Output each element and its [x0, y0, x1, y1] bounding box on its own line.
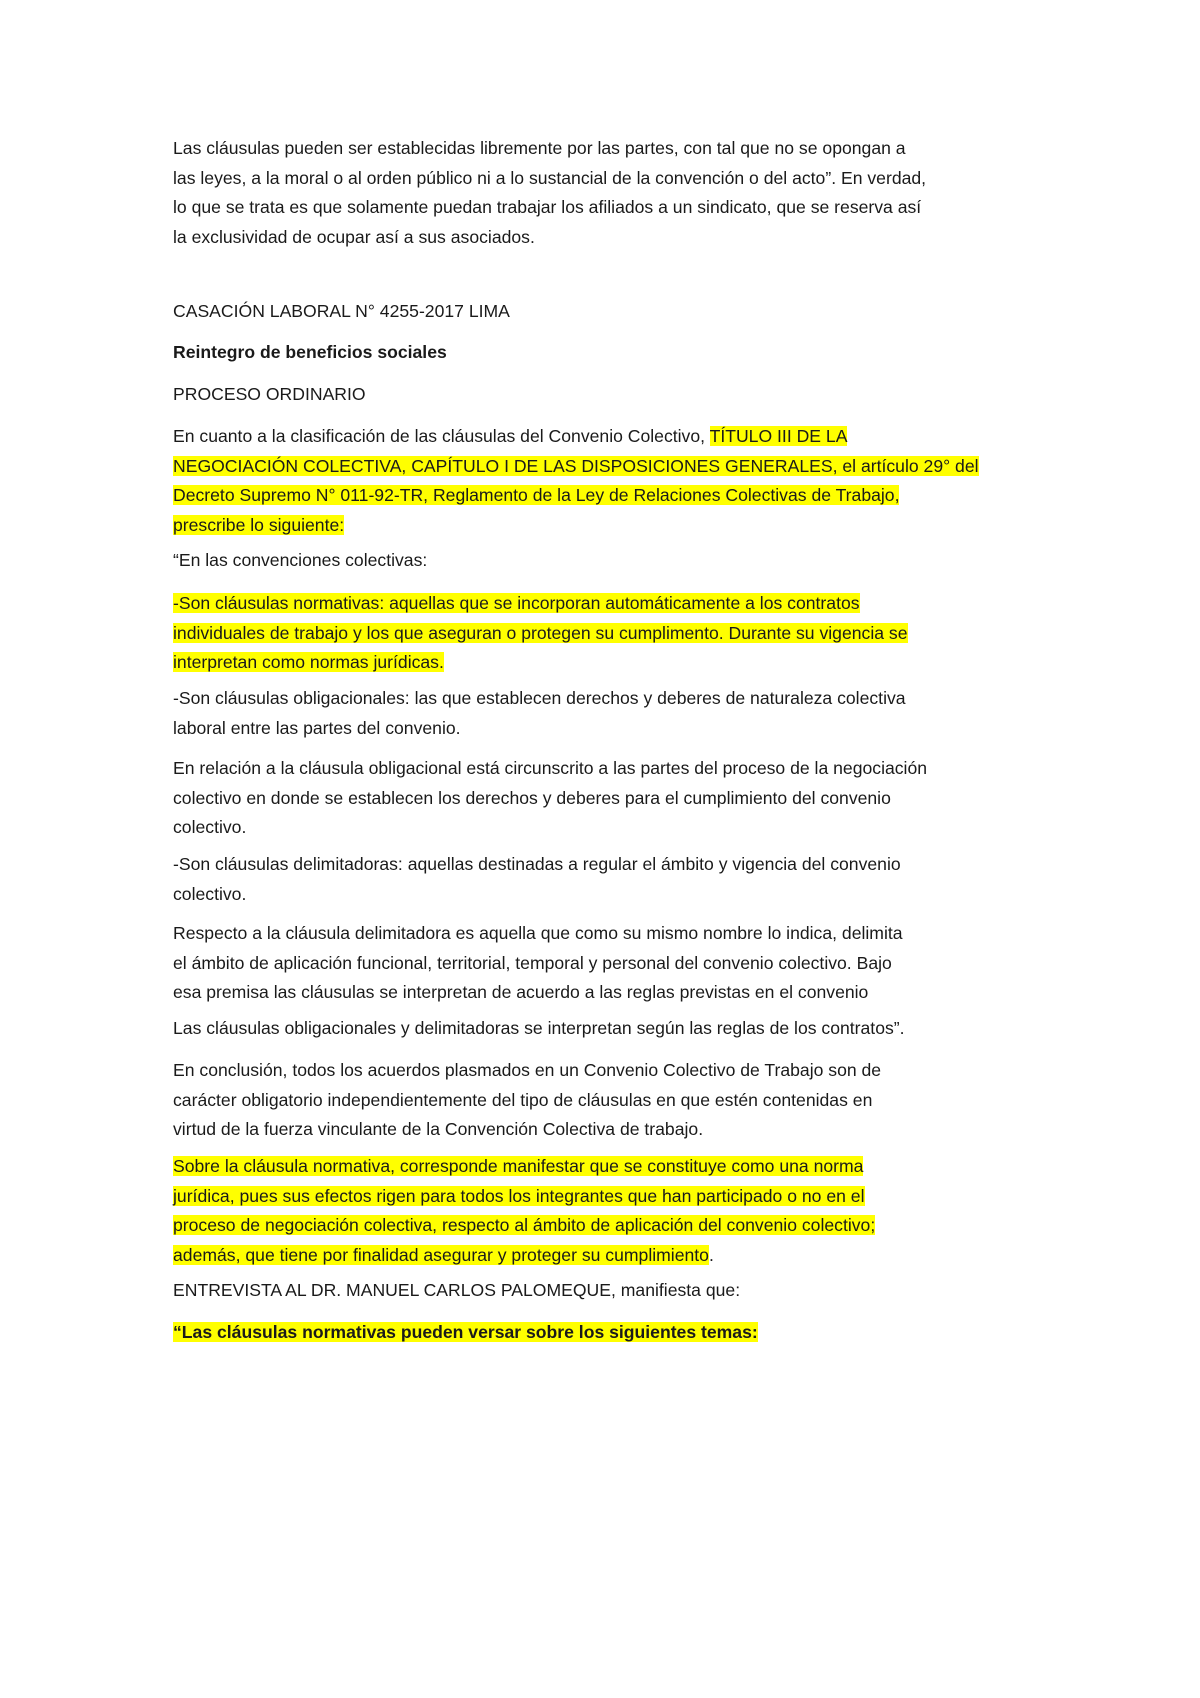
paragraph-clausulas-obligacionales	[173, 684, 1045, 743]
text-line: laboral entre las partes del convenio.	[173, 717, 461, 738]
text-line	[173, 619, 1045, 649]
paragraph-clausulas-normativas	[173, 589, 1045, 678]
paragraph-clasificacion	[173, 422, 1045, 540]
text-line: el ámbito de aplicación funcional, territorial, temporal y personal del convenio colectivo. Bajo	[173, 952, 892, 973]
text-line	[173, 1318, 1045, 1348]
paragraph-clausulas-libres	[173, 134, 1045, 252]
text-line: En conclusión, todos los acuerdos plasmados en un Convenio Colectivo de Trabajo son de	[173, 1060, 882, 1080]
text-line: -Son cláusulas delimitadoras: aquellas destinadas a regular el ámbito y vigencia del convenio	[173, 854, 901, 874]
text-line: colectivo.	[173, 817, 247, 837]
text-line	[173, 1152, 1045, 1182]
highlighted-text: -Son cláusulas normativas: aquellas que se incorporan automáticamente a los contratos	[173, 593, 860, 613]
text-line	[173, 452, 1045, 482]
text-line: ENTREVISTA AL DR. MANUEL CARLOS PALOMEQUE, manifiesta que:	[173, 1280, 741, 1300]
text-line	[173, 481, 1045, 511]
text-line	[173, 1211, 1045, 1241]
quote-intro	[173, 546, 1045, 576]
paragraph-relacion-obligacional	[173, 754, 1045, 843]
text-line	[173, 1241, 1045, 1271]
highlighted-text: individuales de trabajo y los que aseguran o protegen su cumplimento. Durante su vigencia se	[173, 622, 908, 643]
highlighted-text: proceso de negociación colectiva, respecto al ámbito de aplicación del convenio colectivo;	[173, 1215, 876, 1235]
paragraph-interpretacion	[173, 1014, 1045, 1044]
highlighted-text: interpretan como normas jurídicas.	[173, 652, 444, 672]
quote-normativas-temas	[173, 1318, 1045, 1348]
text-line: Las cláusulas pueden ser establecidas libremente por las partes, con tal que no se opongan a	[173, 138, 906, 158]
text-line	[173, 511, 1045, 541]
text-run: En cuanto a la clasificación de las cláusulas del Convenio Colectivo,	[173, 426, 710, 446]
highlighted-text: jurídica, pues sus efectos rigen para todos los integrantes que han participado o no en el	[173, 1185, 865, 1206]
highlighted-text: Decreto Supremo N° 011-92-TR, Reglamento de la Ley de Relaciones Colectivas de Trabajo,	[173, 485, 900, 505]
text-line	[173, 422, 1045, 452]
text-line: esa premisa las cláusulas se interpretan de acuerdo a las reglas previstas en el convenio	[173, 982, 869, 1002]
process-type-heading	[173, 380, 1045, 410]
interview-heading	[173, 1276, 1045, 1306]
text-line: -Son cláusulas obligacionales: las que establecen derechos y deberes de naturaleza colectiva	[173, 688, 906, 708]
text-line: “En las convenciones colectivas:	[173, 550, 428, 570]
text-line: las leyes, a la moral o al orden público ni a lo sustancial de la convención o del acto”. En verdad,	[173, 167, 927, 188]
highlighted-text: prescribe lo siguiente:	[173, 514, 345, 535]
document-page	[173, 0, 1045, 1698]
paragraph-clausula-normativa	[173, 1152, 1045, 1270]
case-reference-heading	[173, 297, 1045, 327]
text-run: .	[708, 1244, 714, 1265]
text-line: lo que se trata es que solamente puedan trabajar los afiliados a un sindicato, que se reserva así	[173, 197, 922, 217]
highlighted-text: Sobre la cláusula normativa, corresponde manifestar que se constituye como una norma	[173, 1156, 864, 1176]
highlighted-text: TÍTULO III DE LA	[709, 426, 848, 446]
text-line: Reintegro de beneficios sociales	[173, 342, 447, 362]
text-line	[173, 648, 1045, 678]
text-line	[173, 589, 1045, 619]
text-line: colectivo.	[173, 883, 247, 904]
text-line: En relación a la cláusula obligacional está circunscrito a las partes del proceso de la negociación	[173, 758, 928, 778]
case-subject-heading	[173, 338, 1045, 368]
paragraph-clausulas-delimitadoras	[173, 850, 1045, 909]
text-line: colectivo en donde se establecen los derechos y deberes para el cumplimiento del convenio	[173, 787, 891, 808]
text-line: PROCESO ORDINARIO	[173, 384, 366, 404]
text-line: virtud de la fuerza vinculante de la Convención Colectiva de trabajo.	[173, 1119, 704, 1139]
paragraph-conclusion	[173, 1056, 1045, 1145]
highlighted-text: NEGOCIACIÓN COLECTIVA, CAPÍTULO I DE LAS DISPOSICIONES GENERALES, el artículo 29° del	[173, 455, 979, 476]
text-line: la exclusividad de ocupar así a sus asociados.	[173, 226, 535, 247]
text-line: CASACIÓN LABORAL N° 4255-2017 LIMA	[173, 301, 510, 321]
highlighted-text: “Las cláusulas normativas pueden versar sobre los siguientes temas:	[173, 1322, 758, 1342]
highlighted-text: además, que tiene por finalidad asegurar y proteger su cumplimiento	[173, 1244, 709, 1265]
text-line	[173, 1182, 1045, 1212]
paragraph-delimitadora	[173, 919, 1045, 1008]
text-line: carácter obligatorio independientemente del tipo de cláusulas en que estén contenidas en	[173, 1089, 873, 1110]
text-line: Las cláusulas obligacionales y delimitadoras se interpretan según las reglas de los contratos”.	[173, 1018, 905, 1038]
text-line: Respecto a la cláusula delimitadora es aquella que como su mismo nombre lo indica, delimita	[173, 923, 903, 943]
